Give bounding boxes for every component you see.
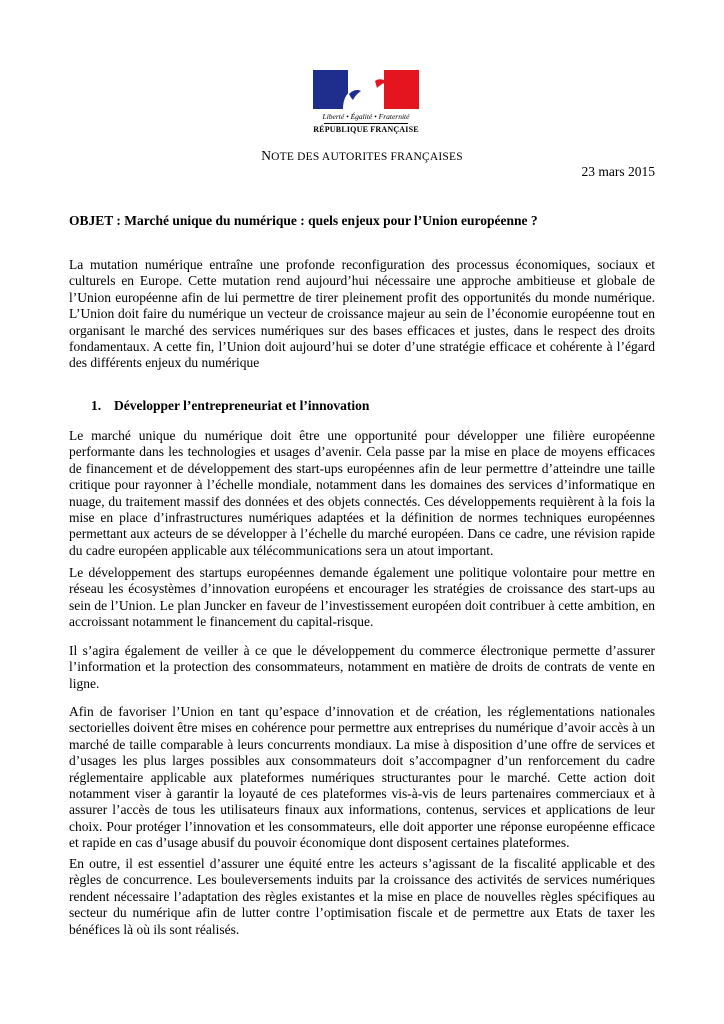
section-number: 1. (91, 398, 102, 413)
note-title-initial: N (261, 148, 272, 163)
document-date: 23 mars 2015 (581, 164, 655, 179)
body-paragraph: Afin de favoriser l’Union en tant qu’espace d’innovation et de création, les réglementations nationales sectorielles doivent être mises en cohérence pour permettre aux entreprises du numérique d’avoir accès à un marché de taille comparable à leurs concurrents mondiaux. La mise à disposition d’une offre de services et d’usages les plus larges possibles aux consommateurs doit s’accompagner d’un renforcement du cadre réglementaire applicable aux plateformes numériques structurantes pour le marché. Cette action doit notamment viser à garantir la loyauté de ces plateformes vis-à-vis de leurs partenaires commerciaux et à assurer l’accès de tous les utilisateurs finaux aux informations, contenus, services et applications de leur choix. Pour protéger l’innovation et les consommateurs, elle doit apporter une réponse européenne efficace et rapide en cas d’usage abusif du pouvoir économique dont disposent certaines plateformes. (69, 704, 655, 851)
note-title-rest: OTE DES AUTORITES FRANÇAISES (271, 151, 463, 163)
motto-text: Liberté • Égalité • Fraternité (322, 112, 410, 121)
body-paragraph: Il s’agira également de veiller à ce que le développement du commerce électronique permette d’assurer l’information et la protection des consommateurs, notamment en matière de droits de contrats de vente en ligne. (69, 643, 655, 691)
logo-divider (324, 123, 408, 124)
body-paragraph: En outre, il est essentiel d’assurer une équité entre les acteurs s’agissant de la fiscalité applicable et des règles de concurrence. Les bouleversements induits par la croissance des activités de services numériques rendent nécessaire l’adaptation des règles existantes et la mise en place de nouvelles règles spécifiques au secteur du numérique afin de lutter contre l’optimisation fiscale et de permettre aux Etats de taxer les bénéfices là où ils sont réalisés. (69, 856, 655, 937)
subject-line: OBJET : Marché unique du numérique : quels enjeux pour l’Union européenne ? (69, 213, 538, 228)
section-heading (91, 398, 369, 414)
marianne-flag-emblem (313, 70, 419, 109)
republique-francaise-label: RÉPUBLIQUE FRANÇAISE (313, 125, 419, 134)
republique-francaise-logo (313, 70, 419, 134)
body-paragraph: Le marché unique du numérique doit être une opportunité pour développer une filière européenne performante dans les technologies et usages d’avenir. Cela passe par la mise en place de moyens efficaces de financement et de développement des start-ups européennes afin de leur permettre d’atteindre une taille critique pour rayonner à l’échelle mondiale, notamment dans les domaines des services d’informatique en nuage, du traitement massif des données et des objets connectés. Ces développements requièrent à la fois la mise en place d’infrastructures numériques adaptées et la définition de normes techniques européennes permettant aux acteurs de se développer à l’échelle du marché européen. Dans ce cadre, une révision rapide du cadre européen applicable aux télécommunications sera un atout important. (69, 428, 655, 558)
section-title: Développer l’entrepreneuriat et l’innovation (114, 398, 370, 413)
intro-paragraph: La mutation numérique entraîne une profonde reconfiguration des processus économiques, sociaux et culturels en Europe. Cette mutation rend aujourd’hui nécessaire une approche ambitieuse et globale de l’Union européenne afin de lui permettre de tirer pleinement profit des opportunités du monde numérique. L’Union doit faire du numérique un vecteur de croissance majeur au sein de l’économie européenne tout en organisant le marché des services numériques sur des bases efficaces et justes, dans le respect des droits fondamentaux. A cette fin, l’Union doit aujourd’hui se doter d’une stratégie efficace et cohérente à l’égard des différents enjeux du numérique (69, 257, 655, 371)
body-paragraph: Le développement des startups européennes demande également une politique volontaire pour mettre en réseau les écosystèmes d’innovation européens et encourager les stratégies de croissance des start-ups au sein de l’Union. Le plan Juncker en faveur de l’investissement européen doit contribuer à cette ambition, en accroissant notamment le financement du capital-risque. (69, 565, 655, 630)
note-title (0, 148, 724, 164)
